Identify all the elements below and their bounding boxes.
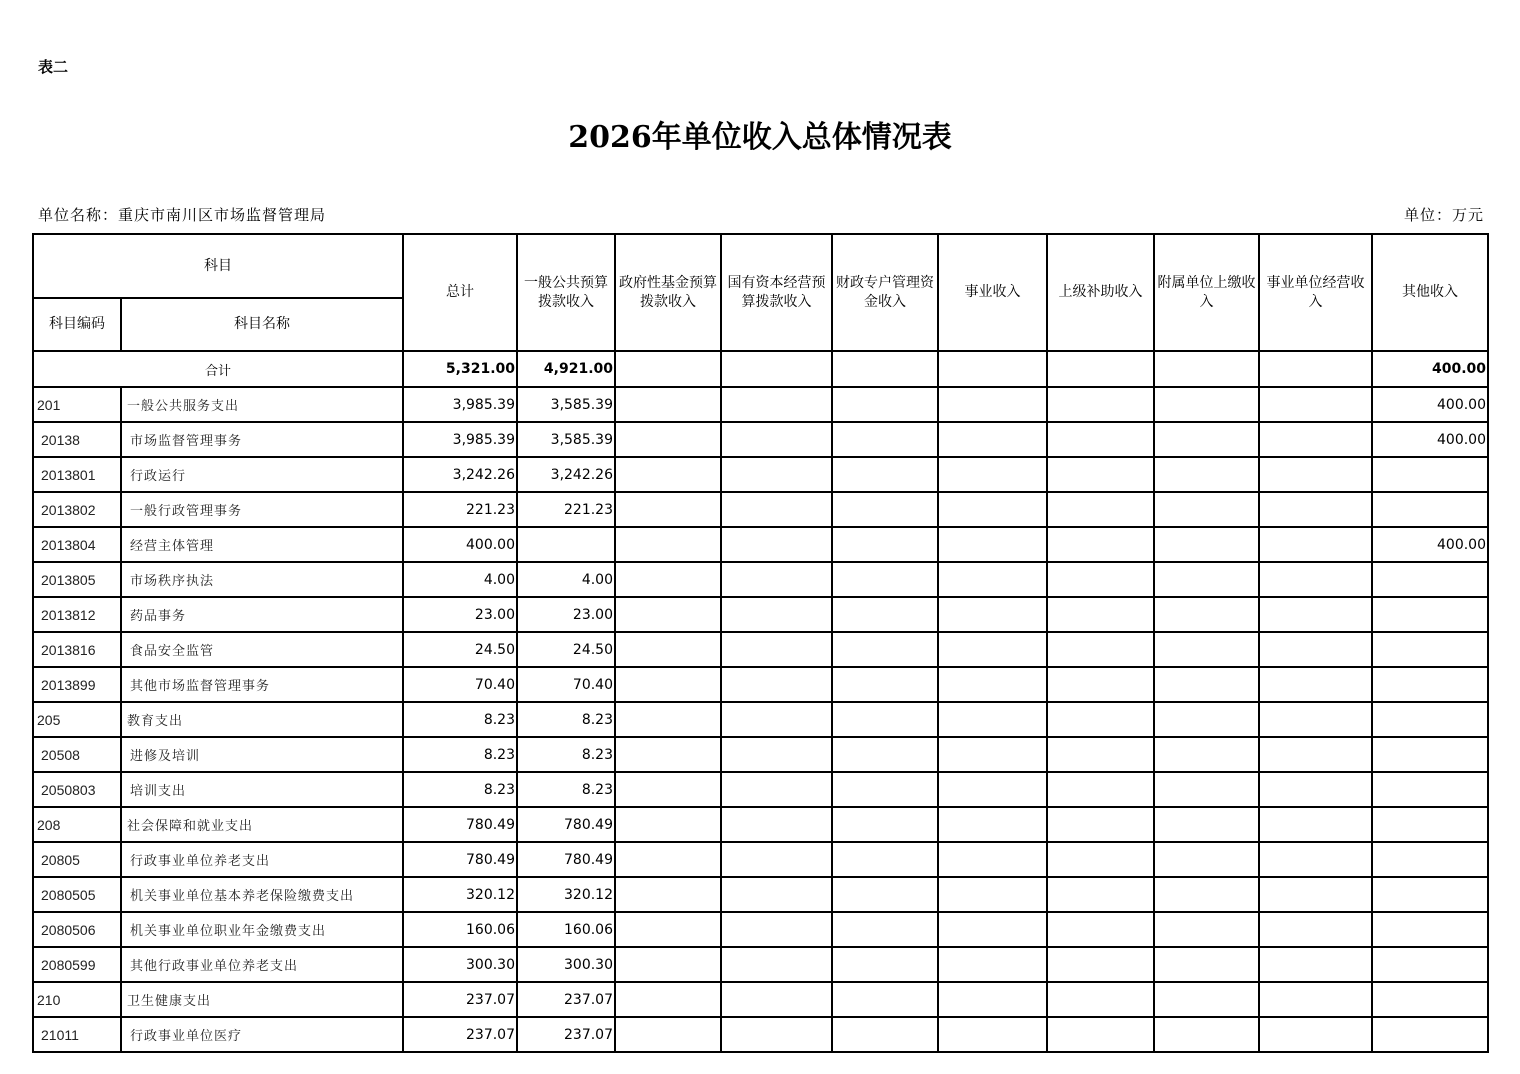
special-fund-cell [832, 737, 938, 772]
operating-income-cell [1259, 492, 1372, 527]
affiliated-income-cell [1154, 982, 1259, 1017]
subject-code: 2013805 [33, 562, 121, 597]
subject-name: 培训支出 [121, 772, 403, 807]
business-income-cell [938, 807, 1047, 842]
special-fund-cell [832, 702, 938, 737]
total-total: 5,321.00 [403, 351, 517, 387]
general-budget-cell: 8.23 [517, 702, 615, 737]
other-income-cell [1372, 562, 1488, 597]
subject-code: 2013802 [33, 492, 121, 527]
table-row [33, 807, 1488, 842]
affiliated-income-cell [1154, 702, 1259, 737]
subject-code-header: 科目编码 [33, 298, 121, 351]
total-cell: 320.12 [403, 877, 517, 912]
gov-fund-cell [615, 877, 721, 912]
operating-income-cell [1259, 667, 1372, 702]
total-cell: 400.00 [403, 527, 517, 562]
general-budget-cell: 23.00 [517, 597, 615, 632]
operating-income-header: 事业单位经营收入 [1259, 234, 1372, 351]
business-income-cell [938, 527, 1047, 562]
operating-income-cell [1259, 737, 1372, 772]
affiliated-income-cell [1154, 877, 1259, 912]
gov-fund-cell [615, 807, 721, 842]
affiliated-income-cell [1154, 632, 1259, 667]
gov-fund-cell [615, 387, 721, 422]
table-row [33, 632, 1488, 667]
unit-label: 单位：万元 [1403, 206, 1484, 224]
business-income-cell [938, 947, 1047, 982]
subject-name: 机关事业单位基本养老保险缴费支出 [121, 877, 403, 912]
gov-fund-cell [615, 527, 721, 562]
operating-income-cell [1259, 387, 1372, 422]
affiliated-income-cell [1154, 947, 1259, 982]
state-capital-cell [721, 842, 832, 877]
superior-subsidy-cell [1047, 422, 1154, 457]
special-fund-cell [832, 492, 938, 527]
gov-fund-cell [615, 737, 721, 772]
business-income-cell [938, 667, 1047, 702]
total-cell: 221.23 [403, 492, 517, 527]
business-income-cell [938, 737, 1047, 772]
subject-name: 机关事业单位职业年金缴费支出 [121, 912, 403, 947]
subject-name: 市场监督管理事务 [121, 422, 403, 457]
subject-name: 一般行政管理事务 [121, 492, 403, 527]
business-income-cell [938, 982, 1047, 1017]
other-income-cell: 400.00 [1372, 422, 1488, 457]
state-capital-cell [721, 737, 832, 772]
superior-subsidy-cell [1047, 527, 1154, 562]
general-budget-cell: 221.23 [517, 492, 615, 527]
general-budget-cell: 3,585.39 [517, 422, 615, 457]
state-capital-cell [721, 492, 832, 527]
business-income-cell [938, 912, 1047, 947]
table-row [33, 702, 1488, 737]
operating-income-cell [1259, 912, 1372, 947]
gov-fund-cell [615, 562, 721, 597]
gov-fund-cell [615, 947, 721, 982]
affiliated-income-cell [1154, 737, 1259, 772]
gov-fund-cell [615, 667, 721, 702]
business-income-header: 事业收入 [938, 234, 1047, 351]
subject-name: 其他市场监督管理事务 [121, 667, 403, 702]
special-fund-cell [832, 562, 938, 597]
business-income-cell [938, 842, 1047, 877]
income-table [32, 233, 1489, 1053]
special-fund-cell [832, 842, 938, 877]
affiliated-income-cell [1154, 772, 1259, 807]
subject-name-header: 科目名称 [121, 298, 403, 351]
other-income-cell [1372, 982, 1488, 1017]
subject-code: 2013899 [33, 667, 121, 702]
table-row [33, 457, 1488, 492]
operating-income-cell [1259, 457, 1372, 492]
subject-name: 一般公共服务支出 [121, 387, 403, 422]
other-income-cell [1372, 877, 1488, 912]
state-capital-cell [721, 912, 832, 947]
operating-income-cell [1259, 1017, 1372, 1052]
special-fund-cell [832, 877, 938, 912]
business-income-cell [938, 877, 1047, 912]
operating-income-cell [1259, 632, 1372, 667]
general-budget-cell: 320.12 [517, 877, 615, 912]
total-cell: 8.23 [403, 737, 517, 772]
subject-code: 201 [33, 387, 121, 422]
total-affiliated-income [1154, 351, 1259, 387]
superior-subsidy-cell [1047, 877, 1154, 912]
state-capital-header: 国有资本经营预算拨款收入 [721, 234, 832, 351]
affiliated-income-cell [1154, 387, 1259, 422]
general-budget-cell: 70.40 [517, 667, 615, 702]
total-header: 总计 [403, 234, 517, 351]
business-income-cell [938, 387, 1047, 422]
general-budget-cell: 24.50 [517, 632, 615, 667]
total-cell: 160.06 [403, 912, 517, 947]
special-fund-cell [832, 527, 938, 562]
other-income-cell [1372, 737, 1488, 772]
operating-income-cell [1259, 842, 1372, 877]
total-cell: 70.40 [403, 667, 517, 702]
total-business-income [938, 351, 1047, 387]
operating-income-cell [1259, 527, 1372, 562]
superior-subsidy-cell [1047, 982, 1154, 1017]
affiliated-income-cell [1154, 667, 1259, 702]
subject-code: 2050803 [33, 772, 121, 807]
other-income-cell [1372, 667, 1488, 702]
superior-subsidy-cell [1047, 667, 1154, 702]
total-cell: 3,985.39 [403, 387, 517, 422]
total-row [33, 351, 1488, 387]
gov-fund-cell [615, 702, 721, 737]
table-row [33, 597, 1488, 632]
other-income-cell [1372, 772, 1488, 807]
total-special-fund [832, 351, 938, 387]
superior-subsidy-cell [1047, 772, 1154, 807]
special-fund-cell [832, 947, 938, 982]
special-fund-header: 财政专户管理资金收入 [832, 234, 938, 351]
special-fund-cell [832, 387, 938, 422]
operating-income-cell [1259, 807, 1372, 842]
special-fund-cell [832, 422, 938, 457]
subject-code: 208 [33, 807, 121, 842]
table-row [33, 562, 1488, 597]
operating-income-cell [1259, 877, 1372, 912]
affiliated-income-cell [1154, 842, 1259, 877]
other-income-cell: 400.00 [1372, 387, 1488, 422]
total-cell: 237.07 [403, 982, 517, 1017]
table-row [33, 772, 1488, 807]
table-row [33, 912, 1488, 947]
superior-subsidy-cell [1047, 632, 1154, 667]
total-cell: 24.50 [403, 632, 517, 667]
business-income-cell [938, 492, 1047, 527]
other-income-cell [1372, 807, 1488, 842]
state-capital-cell [721, 562, 832, 597]
operating-income-cell [1259, 562, 1372, 597]
business-income-cell [938, 457, 1047, 492]
general-budget-cell: 8.23 [517, 737, 615, 772]
general-budget-cell: 780.49 [517, 842, 615, 877]
subject-header: 科目 [33, 234, 403, 298]
special-fund-cell [832, 597, 938, 632]
table-row [33, 422, 1488, 457]
special-fund-cell [832, 772, 938, 807]
other-income-cell [1372, 842, 1488, 877]
subject-name: 经营主体管理 [121, 527, 403, 562]
state-capital-cell [721, 772, 832, 807]
gov-fund-cell [615, 492, 721, 527]
affiliated-income-header: 附属单位上缴收入 [1154, 234, 1259, 351]
general-budget-cell: 3,585.39 [517, 387, 615, 422]
superior-subsidy-cell [1047, 1017, 1154, 1052]
general-budget-cell: 4.00 [517, 562, 615, 597]
other-income-cell [1372, 492, 1488, 527]
table-number: 表二 [38, 58, 69, 76]
total-cell: 237.07 [403, 1017, 517, 1052]
subject-name: 教育支出 [121, 702, 403, 737]
state-capital-cell [721, 667, 832, 702]
business-income-cell [938, 422, 1047, 457]
state-capital-cell [721, 982, 832, 1017]
operating-income-cell [1259, 702, 1372, 737]
gov-fund-header: 政府性基金预算拨款收入 [615, 234, 721, 351]
total-operating-income [1259, 351, 1372, 387]
gov-fund-cell [615, 842, 721, 877]
gov-fund-cell [615, 597, 721, 632]
other-income-cell [1372, 457, 1488, 492]
total-cell: 23.00 [403, 597, 517, 632]
subject-code: 2013804 [33, 527, 121, 562]
other-income-cell [1372, 1017, 1488, 1052]
state-capital-cell [721, 422, 832, 457]
business-income-cell [938, 632, 1047, 667]
subject-code: 2080505 [33, 877, 121, 912]
subject-code: 21011 [33, 1017, 121, 1052]
table-row [33, 1017, 1488, 1052]
superior-subsidy-cell [1047, 457, 1154, 492]
affiliated-income-cell [1154, 912, 1259, 947]
superior-subsidy-cell [1047, 842, 1154, 877]
special-fund-cell [832, 982, 938, 1017]
business-income-cell [938, 772, 1047, 807]
state-capital-cell [721, 702, 832, 737]
subject-code: 2080599 [33, 947, 121, 982]
superior-subsidy-cell [1047, 807, 1154, 842]
gov-fund-cell [615, 632, 721, 667]
gov-fund-cell [615, 982, 721, 1017]
special-fund-cell [832, 807, 938, 842]
operating-income-cell [1259, 422, 1372, 457]
general-budget-cell: 3,242.26 [517, 457, 615, 492]
state-capital-cell [721, 597, 832, 632]
general-budget-cell: 300.30 [517, 947, 615, 982]
other-income-cell: 400.00 [1372, 527, 1488, 562]
general-budget-cell: 237.07 [517, 982, 615, 1017]
general-budget-header: 一般公共预算拨款收入 [517, 234, 615, 351]
affiliated-income-cell [1154, 527, 1259, 562]
subject-name: 其他行政事业单位养老支出 [121, 947, 403, 982]
general-budget-cell [517, 527, 615, 562]
total-cell: 3,985.39 [403, 422, 517, 457]
special-fund-cell [832, 667, 938, 702]
general-budget-cell: 8.23 [517, 772, 615, 807]
table-row [33, 667, 1488, 702]
total-label: 合计 [33, 351, 403, 387]
subject-code: 20508 [33, 737, 121, 772]
total-cell: 8.23 [403, 772, 517, 807]
subject-name: 社会保障和就业支出 [121, 807, 403, 842]
operating-income-cell [1259, 597, 1372, 632]
subject-code: 2013812 [33, 597, 121, 632]
total-cell: 3,242.26 [403, 457, 517, 492]
operating-income-cell [1259, 772, 1372, 807]
general-budget-cell: 780.49 [517, 807, 615, 842]
gov-fund-cell [615, 1017, 721, 1052]
affiliated-income-cell [1154, 597, 1259, 632]
superior-subsidy-cell [1047, 737, 1154, 772]
state-capital-cell [721, 457, 832, 492]
superior-subsidy-cell [1047, 387, 1154, 422]
superior-subsidy-cell [1047, 562, 1154, 597]
total-cell: 8.23 [403, 702, 517, 737]
gov-fund-cell [615, 422, 721, 457]
total-superior-subsidy [1047, 351, 1154, 387]
business-income-cell [938, 562, 1047, 597]
table-row [33, 492, 1488, 527]
business-income-cell [938, 1017, 1047, 1052]
affiliated-income-cell [1154, 807, 1259, 842]
gov-fund-cell [615, 457, 721, 492]
affiliated-income-cell [1154, 422, 1259, 457]
table-row [33, 947, 1488, 982]
total-other-income: 400.00 [1372, 351, 1488, 387]
other-income-cell [1372, 947, 1488, 982]
subject-name: 进修及培训 [121, 737, 403, 772]
general-budget-cell: 160.06 [517, 912, 615, 947]
subject-name: 市场秩序执法 [121, 562, 403, 597]
table-row [33, 842, 1488, 877]
gov-fund-cell [615, 912, 721, 947]
superior-subsidy-header: 上级补助收入 [1047, 234, 1154, 351]
subject-name: 药品事务 [121, 597, 403, 632]
subject-name: 行政事业单位医疗 [121, 1017, 403, 1052]
total-cell: 4.00 [403, 562, 517, 597]
affiliated-income-cell [1154, 492, 1259, 527]
superior-subsidy-cell [1047, 912, 1154, 947]
superior-subsidy-cell [1047, 702, 1154, 737]
total-gov-fund [615, 351, 721, 387]
affiliated-income-cell [1154, 562, 1259, 597]
special-fund-cell [832, 912, 938, 947]
subject-code: 210 [33, 982, 121, 1017]
state-capital-cell [721, 877, 832, 912]
total-cell: 780.49 [403, 807, 517, 842]
business-income-cell [938, 702, 1047, 737]
total-general-budget: 4,921.00 [517, 351, 615, 387]
subject-code: 2013801 [33, 457, 121, 492]
special-fund-cell [832, 632, 938, 667]
other-income-header: 其他收入 [1372, 234, 1488, 351]
total-cell: 780.49 [403, 842, 517, 877]
state-capital-cell [721, 387, 832, 422]
subject-name: 食品安全监管 [121, 632, 403, 667]
operating-income-cell [1259, 982, 1372, 1017]
affiliated-income-cell [1154, 1017, 1259, 1052]
subject-name: 卫生健康支出 [121, 982, 403, 1017]
special-fund-cell [832, 1017, 938, 1052]
superior-subsidy-cell [1047, 947, 1154, 982]
state-capital-cell [721, 947, 832, 982]
superior-subsidy-cell [1047, 492, 1154, 527]
table-row [33, 527, 1488, 562]
unit-name: 单位名称：重庆市南川区市场监督管理局 [38, 206, 327, 224]
general-budget-cell: 237.07 [517, 1017, 615, 1052]
state-capital-cell [721, 1017, 832, 1052]
table-row [33, 877, 1488, 912]
page-title: 2026年单位收入总体情况表 [568, 120, 952, 155]
affiliated-income-cell [1154, 457, 1259, 492]
other-income-cell [1372, 702, 1488, 737]
subject-name: 行政运行 [121, 457, 403, 492]
superior-subsidy-cell [1047, 597, 1154, 632]
gov-fund-cell [615, 772, 721, 807]
subject-code: 2013816 [33, 632, 121, 667]
table-row [33, 737, 1488, 772]
total-state-capital [721, 351, 832, 387]
other-income-cell [1372, 632, 1488, 667]
subject-name: 行政事业单位养老支出 [121, 842, 403, 877]
special-fund-cell [832, 457, 938, 492]
total-cell: 300.30 [403, 947, 517, 982]
table-row [33, 387, 1488, 422]
other-income-cell [1372, 597, 1488, 632]
subject-code: 20138 [33, 422, 121, 457]
table-row [33, 982, 1488, 1017]
state-capital-cell [721, 632, 832, 667]
subject-code: 2080506 [33, 912, 121, 947]
subject-code: 20805 [33, 842, 121, 877]
state-capital-cell [721, 807, 832, 842]
state-capital-cell [721, 527, 832, 562]
operating-income-cell [1259, 947, 1372, 982]
business-income-cell [938, 597, 1047, 632]
subject-code: 205 [33, 702, 121, 737]
other-income-cell [1372, 912, 1488, 947]
